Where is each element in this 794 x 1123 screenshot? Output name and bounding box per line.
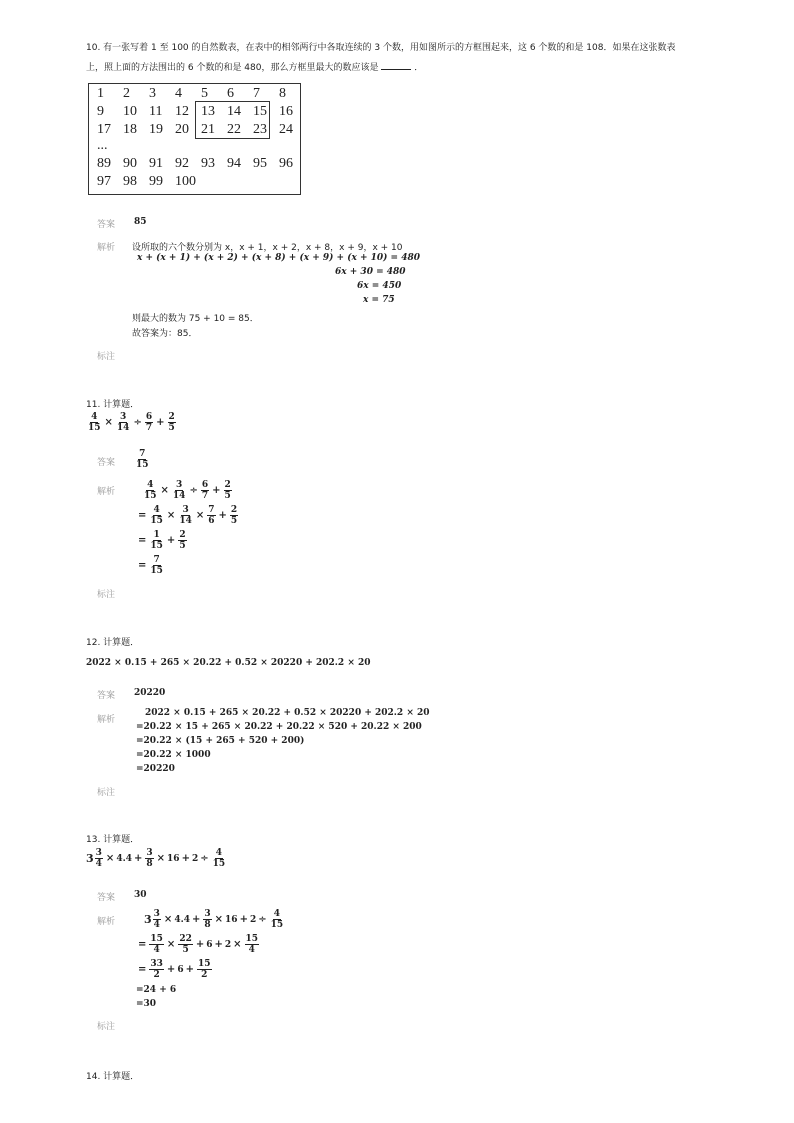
table-cell: 89 [97,156,111,171]
table-cell: 12 [175,104,189,119]
table-cell: 97 [97,174,111,189]
q10-line2-end: ． [414,63,424,73]
answer-label: 答案 [97,691,116,701]
q13-step4: =24 + 6 [136,985,177,995]
q10-sol5: x = 75 [363,295,395,305]
q13-expression: 3 $\frac{3}{4}$ × 4.4 + $\frac{3}{8}$ × 16 + 2 ÷ $\frac{4}{15}$ [86,848,226,869]
q14-title: 14. 计算题． [86,1072,140,1082]
q10-sol7: 故答案为：85． [132,329,198,339]
table-cell: 16 [279,104,293,119]
q13-step5: =30 [136,999,157,1009]
analysis-label: 解析 [97,243,116,253]
table-cell: 4 [175,86,182,101]
q10-line2 [86,60,423,76]
q12-answer: 20220 [134,688,166,698]
table-cell: 18 [123,122,137,137]
analysis-label: 解析 [97,715,116,725]
q12-expression: 2022 × 0.15 + 265 × 20.22 + 0.52 × 20220 + 202.2 × 20 [86,658,371,668]
q12-step5: =20220 [136,764,175,774]
q11-step4: = $\frac{7}{15}$ [138,555,163,576]
q11-answer: $\frac{7}{15}$ [136,449,149,470]
table-cell: 10 [123,104,137,119]
q13-step2: = $\frac{15}{4}$ × $\frac{22}{5}$ + 6 + 2 × $\frac{15}{4}$ [138,934,259,955]
q12-title: 12. 计算题． [86,638,140,648]
q10-sol6: 则最大的数为 75 + 10 = 85． [132,314,259,324]
table-cell: 93 [201,156,215,171]
table-cell: 3 [149,86,156,101]
note-label: 标注 [97,788,116,798]
q10-line1: 10. 有一张写着 1 至 100 的自然数表，在表中的相邻两行中各取连续的 3 个数，用如图所示的方框围起来，这 6 个数的和是 108．如果在这张数表 [86,43,676,53]
note-label: 标注 [97,1022,116,1032]
answer-label: 答案 [97,893,116,903]
table-cell: 23 [253,122,267,137]
q11-title: 11. 计算题． [86,400,140,410]
table-cell: 15 [253,104,267,119]
answer-label: 答案 [97,458,116,468]
table-cell: 2 [123,86,130,101]
table-cell: 91 [149,156,163,171]
q11-step3: = $\frac{1}{15}$ + $\frac{2}{5}$ [138,530,186,551]
table-cell: 24 [279,122,293,137]
table-cell: 17 [97,122,111,137]
table-cell: 21 [201,122,215,137]
note-label: 标注 [97,352,116,362]
table-cell: 94 [227,156,241,171]
q13-answer: 30 [134,890,147,900]
table-cell: 19 [149,122,163,137]
q12-step4: =20.22 × 1000 [136,750,211,760]
q11-expression: $\frac{4}{15}$ × $\frac{3}{14}$ ÷ $\frac{6}{7}$ + $\frac{2}{5}$ [88,412,175,433]
q10-sol2: x + (x + 1) + (x + 2) + (x + 8) + (x + 9) + (x + 10) = 480 [137,253,421,263]
table-cell: 11 [149,104,163,119]
table-cell: 99 [149,174,163,189]
table-cell: 96 [279,156,293,171]
q10-sol4: 6x = 450 [357,281,402,291]
table-cell: 5 [201,86,208,101]
table-cell: 92 [175,156,189,171]
note-label: 标注 [97,590,116,600]
table-cell: 100 [175,174,196,189]
q11-step2: = $\frac{4}{15}$ × $\frac{3}{14}$ × $\frac{7}{6}$ + $\frac{2}{5}$ [138,505,238,526]
table-cell: 13 [201,104,215,119]
q13-title: 13. 计算题． [86,835,140,845]
analysis-label: 解析 [97,487,116,497]
table-cell: 8 [279,86,286,101]
table-cell: 95 [253,156,267,171]
q13-step3: = $\frac{33}{2}$ + 6 + $\frac{15}{2}$ [138,959,211,980]
answer-blank [381,60,411,70]
q13-step1: 3 $\frac{3}{4}$ × 4.4 + $\frac{3}{8}$ × 16 + 2 ÷ $\frac{4}{15}$ [144,909,284,930]
answer-label: 答案 [97,220,116,230]
table-cell: ... [97,138,108,153]
q10-sol3: 6x + 30 = 480 [335,267,406,277]
table-cell: 22 [227,122,241,137]
q10-line2-text: 上，照上面的方法围出的 6 个数的和是 480，那么方框里最大的数应该是 [86,63,379,73]
table-cell: 98 [123,174,137,189]
q12-step2: =20.22 × 15 + 265 × 20.22 + 20.22 × 520 + 20.22 × 200 [136,722,422,732]
table-cell: 20 [175,122,189,137]
table-cell: 90 [123,156,137,171]
table-cell: 9 [97,104,104,119]
analysis-label: 解析 [97,917,116,927]
table-cell: 14 [227,104,241,119]
table-cell: 7 [253,86,260,101]
table-cell: 6 [227,86,234,101]
q12-step3: =20.22 × (15 + 265 + 520 + 200) [136,736,305,746]
q11-step1: $\frac{4}{15}$ × $\frac{3}{14}$ ÷ $\frac{6}{7}$ + $\frac{2}{5}$ [144,480,231,501]
q12-step1: 2022 × 0.15 + 265 × 20.22 + 0.52 × 20220 + 202.2 × 20 [145,708,430,718]
table-cell: 1 [97,86,104,101]
q10-answer: 85 [134,217,147,227]
q10-sol1: 设所取的六个数分别为 x，x + 1，x + 2，x + 8，x + 9，x + 10 [132,243,403,253]
